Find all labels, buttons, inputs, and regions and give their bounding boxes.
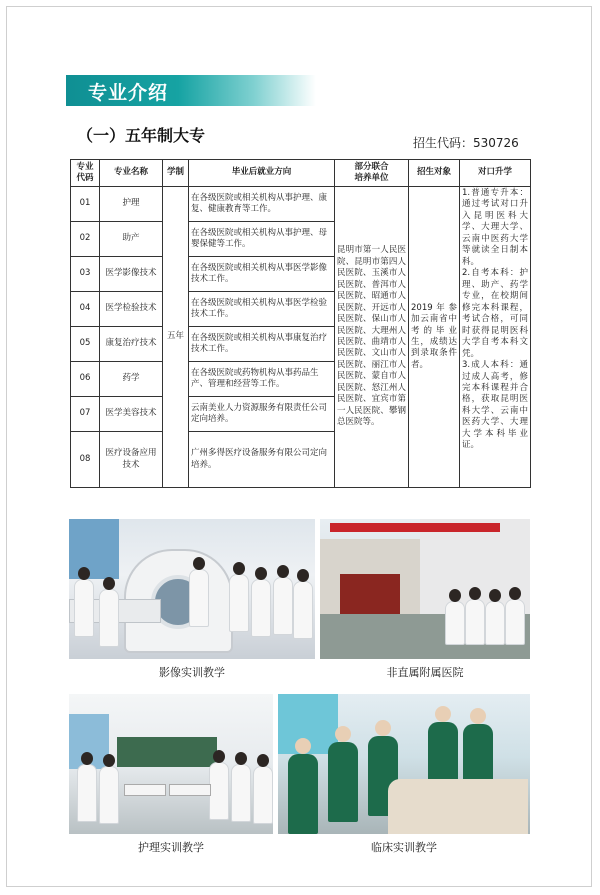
header-duration: 学制: [163, 160, 189, 187]
header-target: 招生对象: [409, 160, 460, 187]
upgrade-cell: 1.普通专升本：通过考试对口升入昆明医科大学、大理大学、云南中医药大学等就读全日制本科。 2.自考本科：护理、助产、药学专业，在校期间修完本科课程，考试合格，可同时获得昆明医科大学自考本科文凭。 3.成人本科：通过成人高考，修完本科课程并合格，获取昆明医科大学、云南中医药大学、大理大学本科毕业证。: [460, 187, 531, 488]
major-name: 医疗设备应用技术: [100, 432, 163, 488]
major-code: 03: [71, 257, 100, 292]
imaging-training-photo: [69, 519, 315, 659]
major-name: 医学影像技术: [100, 257, 163, 292]
header-upgrade: 对口升学: [460, 160, 531, 187]
header-direction: 毕业后就业方向: [189, 160, 335, 187]
program-subtitle: （一）五年制大专: [77, 126, 206, 145]
major-code: 02: [71, 222, 100, 257]
header-name: 专业名称: [100, 160, 163, 187]
section-title: 专业介绍: [88, 82, 169, 104]
major-code: 01: [71, 187, 100, 222]
header-code: 专业 代码: [71, 160, 100, 187]
major-direction: 在各级医院或相关机构从事医学影像技术工作。: [189, 257, 335, 292]
major-direction: 在各级医院或相关机构从事护理、母婴保健等工作。: [189, 222, 335, 257]
major-direction: 在各级医院或相关机构从事医学检验技术工作。: [189, 292, 335, 327]
majors-table: [70, 159, 531, 488]
major-name: 药学: [100, 362, 163, 397]
nursing-training-photo: [69, 694, 273, 834]
photo-caption: 影像实训教学: [159, 666, 225, 679]
duration-cell: 五年: [163, 187, 189, 488]
major-code: 06: [71, 362, 100, 397]
major-name: 医学检验技术: [100, 292, 163, 327]
table-row: [71, 187, 531, 222]
major-direction: 广州多得医疗设备服务有限公司定向培养。: [189, 432, 335, 488]
major-code: 08: [71, 432, 100, 488]
partners-cell: 昆明市第一人民医院、昆明市第四人民医院、玉溪市人民医院、普洱市人民医院、昭通市人民医院、开远市人民医院、保山市人民医院、大理州人民医院、曲靖市人民医院、文山市人民医院、丽江市人民医院、蒙自市人民医院、怒江州人民医院、宜宾市第一人民医院、攀钢总医院等。: [335, 187, 409, 488]
major-name: 助产: [100, 222, 163, 257]
major-name: 护理: [100, 187, 163, 222]
major-code: 05: [71, 327, 100, 362]
major-code: 07: [71, 397, 100, 432]
photo-caption: 非直属附属医院: [386, 666, 464, 679]
table-header-row: [71, 160, 531, 187]
major-direction: 在各级医院或相关机构从事康复治疗技术工作。: [189, 327, 335, 362]
target-cell: 2019年参加云南省中考的毕业生，成绩达到录取条件者。: [409, 187, 460, 488]
major-code: 04: [71, 292, 100, 327]
hospital-photo: [320, 519, 530, 659]
major-direction: 在各级医院或相关机构从事护理、康复、健康教育等工作。: [189, 187, 335, 222]
major-name: 医学美容技术: [100, 397, 163, 432]
photo-caption: 临床实训教学: [371, 841, 437, 854]
major-name: 康复治疗技术: [100, 327, 163, 362]
enrollment-code: 招生代码：530726: [413, 136, 519, 150]
clinical-training-photo: [278, 694, 530, 834]
major-direction: 云南美业人力资源服务有限责任公司定向培养。: [189, 397, 335, 432]
photo-caption: 护理实训教学: [138, 841, 204, 854]
header-partners: 部分联合 培养单位: [335, 160, 409, 187]
major-direction: 在各级医院或药物机构从事药品生产、管理和经营等工作。: [189, 362, 335, 397]
section-header: [66, 75, 316, 106]
